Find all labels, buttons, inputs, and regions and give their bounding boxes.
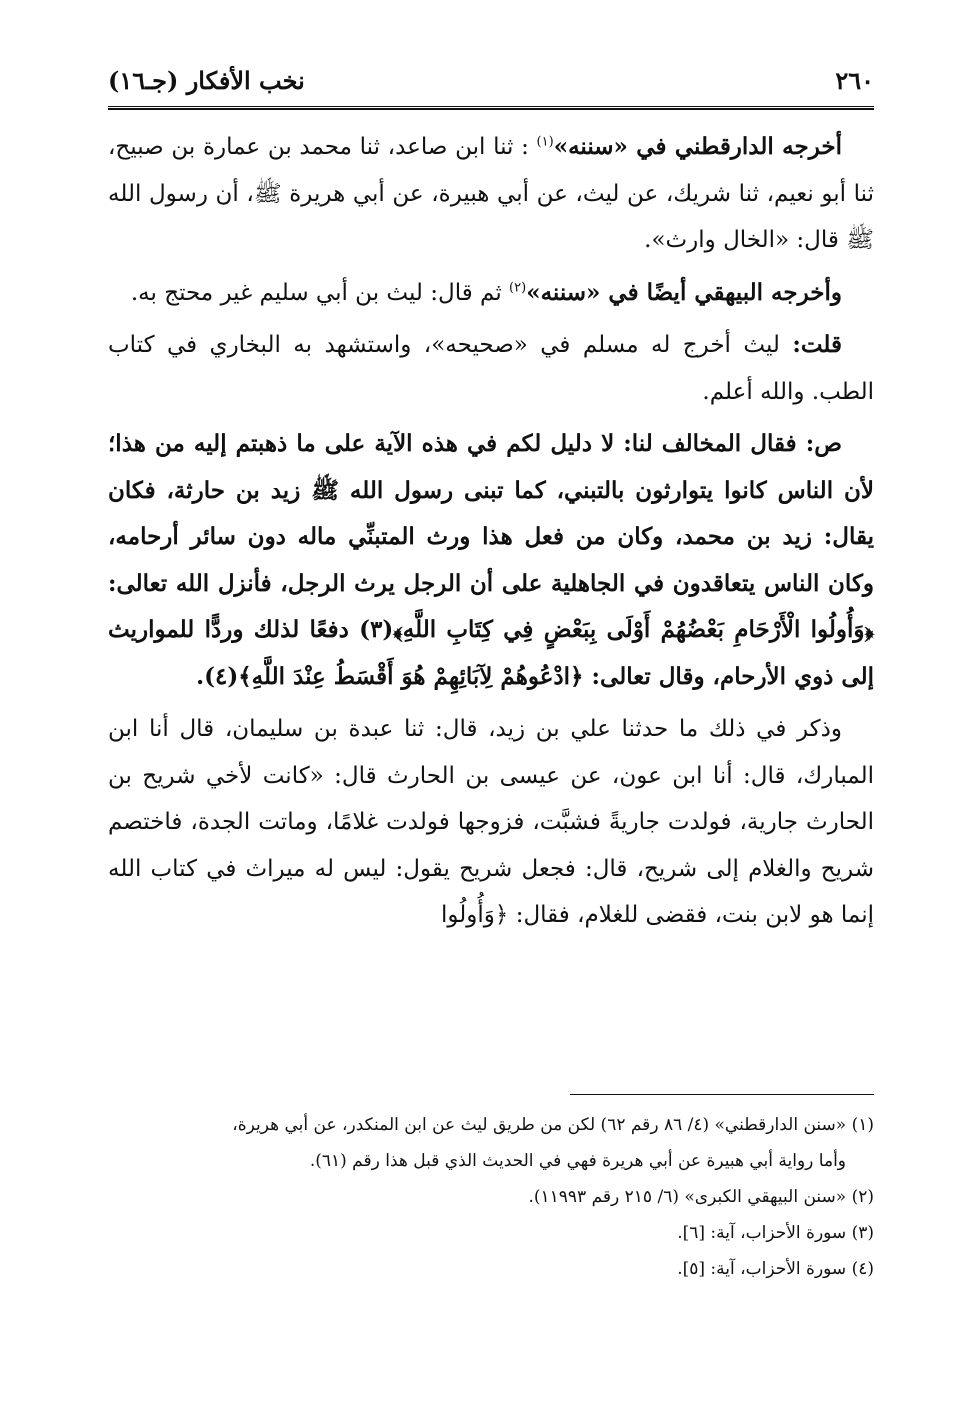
paragraph-hadith [108, 706, 874, 939]
footnote-ref: (٢) [509, 279, 527, 295]
paragraph-text: ص: فقال المخالف لنا: لا دليل لكم في هذه الآية على ما ذهبتم إليه من هذا؛ لأن الناس كانوا يتوارثون بالتبني، كما تبنى رسول الله ﷺ زيد بن حارثة، فكان يقال: زيد بن محمد، وكان من فعل هذا ورث المتبنِّي ماله دون سائر أرحامه، وكان الناس يتعاقدون في الجاهلية على أن الرجل يرث الرجل، فأنزل الله تعالى: ﴿وَأُولُوا الْأَرْحَامِ بَعْضُهُمْ أَوْلَى بِبَعْضٍ فِي كِتَابِ اللَّهِ﴾(٣) دفعًا لذلك وردًّا للمواريث إلى ذوي الأرحام، وقال تعالى: ﴿ادْعُوهُمْ لِآبَائِهِمْ هُوَ أَقْسَطُ عِنْدَ اللَّهِ﴾(٤). [108, 430, 874, 690]
paragraph-matn [108, 421, 874, 700]
paragraph-lead: أخرجه الدارقطني في «سننه» [553, 133, 843, 160]
paragraph-qultu [108, 322, 874, 415]
page-header [108, 60, 874, 100]
book-title: نخب الأفكار (جـ١٦) [108, 65, 305, 95]
paragraph-text: وذكر في ذلك ما حدثنا علي بن زيد، قال: ثنا عبدة بن سليمان، قال أنا ابن المبارك، قال: أنا ابن عون، عن عيسى بن الحارث قال: «كانت لأخي شريح بن الحارث جارية، فولدت جاريةً فشبَّت، فزوجها فولدت غلامًا، وماتت الجدة، فاختصم شريح والغلام إلى شريح، قال: فجعل شريح يقول: ليس له ميراث في كتاب الله إنما هو لابن بنت، فقضى للغلام، فقال: ﴿وَأُولُوا [108, 716, 874, 928]
footnote-ref: (١) [536, 134, 554, 150]
page-number: ٢٦٠ [835, 65, 874, 95]
paragraph-lead: وأخرجه البيهقي أيضًا في «سننه» [526, 278, 842, 306]
main-text [108, 124, 874, 939]
paragraph-lead: قلت: [792, 331, 843, 358]
footnote-3: (٣) سورة الأحزاب، آية: [٦]. [677, 1223, 874, 1243]
paragraph-text: : ثنا ابن صاعد، ثنا محمد بن عمارة بن صبيح، ثنا أبو نعيم، ثنا شريك، عن ليث، عن أبي هبيرة، عن أبي هريرة ﷺ، أن رسول الله ﷺ قال: «الخال وارث». [108, 134, 874, 253]
footnote-2: (٢) «سنن البيهقي الكبرى» (٦/ ٢١٥ رقم ١١٩٩٣). [528, 1187, 874, 1207]
paragraph-text: ثم قال: ليث بن أبي سليم غير محتج به. [130, 279, 502, 306]
header-divider [108, 106, 874, 110]
footnote-1: (١) «سنن الدارقطني» (٤/ ٨٦ رقم ٦٢) لكن من طريق ليث عن ابن المنكدر، عن أبي هريرة، [232, 1115, 874, 1135]
paragraph-text: ليث أخرج له مسلم في «صحيحه»، واستشهد به البخاري في كتاب الطب. والله أعلم. [108, 332, 874, 405]
paragraph-bayhaqi [108, 270, 874, 317]
footnote-divider [570, 1094, 874, 1095]
footnote-1-continuation: وأما رواية أبي هبيرة عن أبي هريرة فهي في الحديث الذي قبل هذا رقم (٦١). [309, 1151, 846, 1171]
footnotes [108, 1110, 874, 1290]
paragraph-daraqutni [108, 124, 874, 264]
footnote-4: (٤) سورة الأحزاب، آية: [٥]. [677, 1259, 874, 1279]
